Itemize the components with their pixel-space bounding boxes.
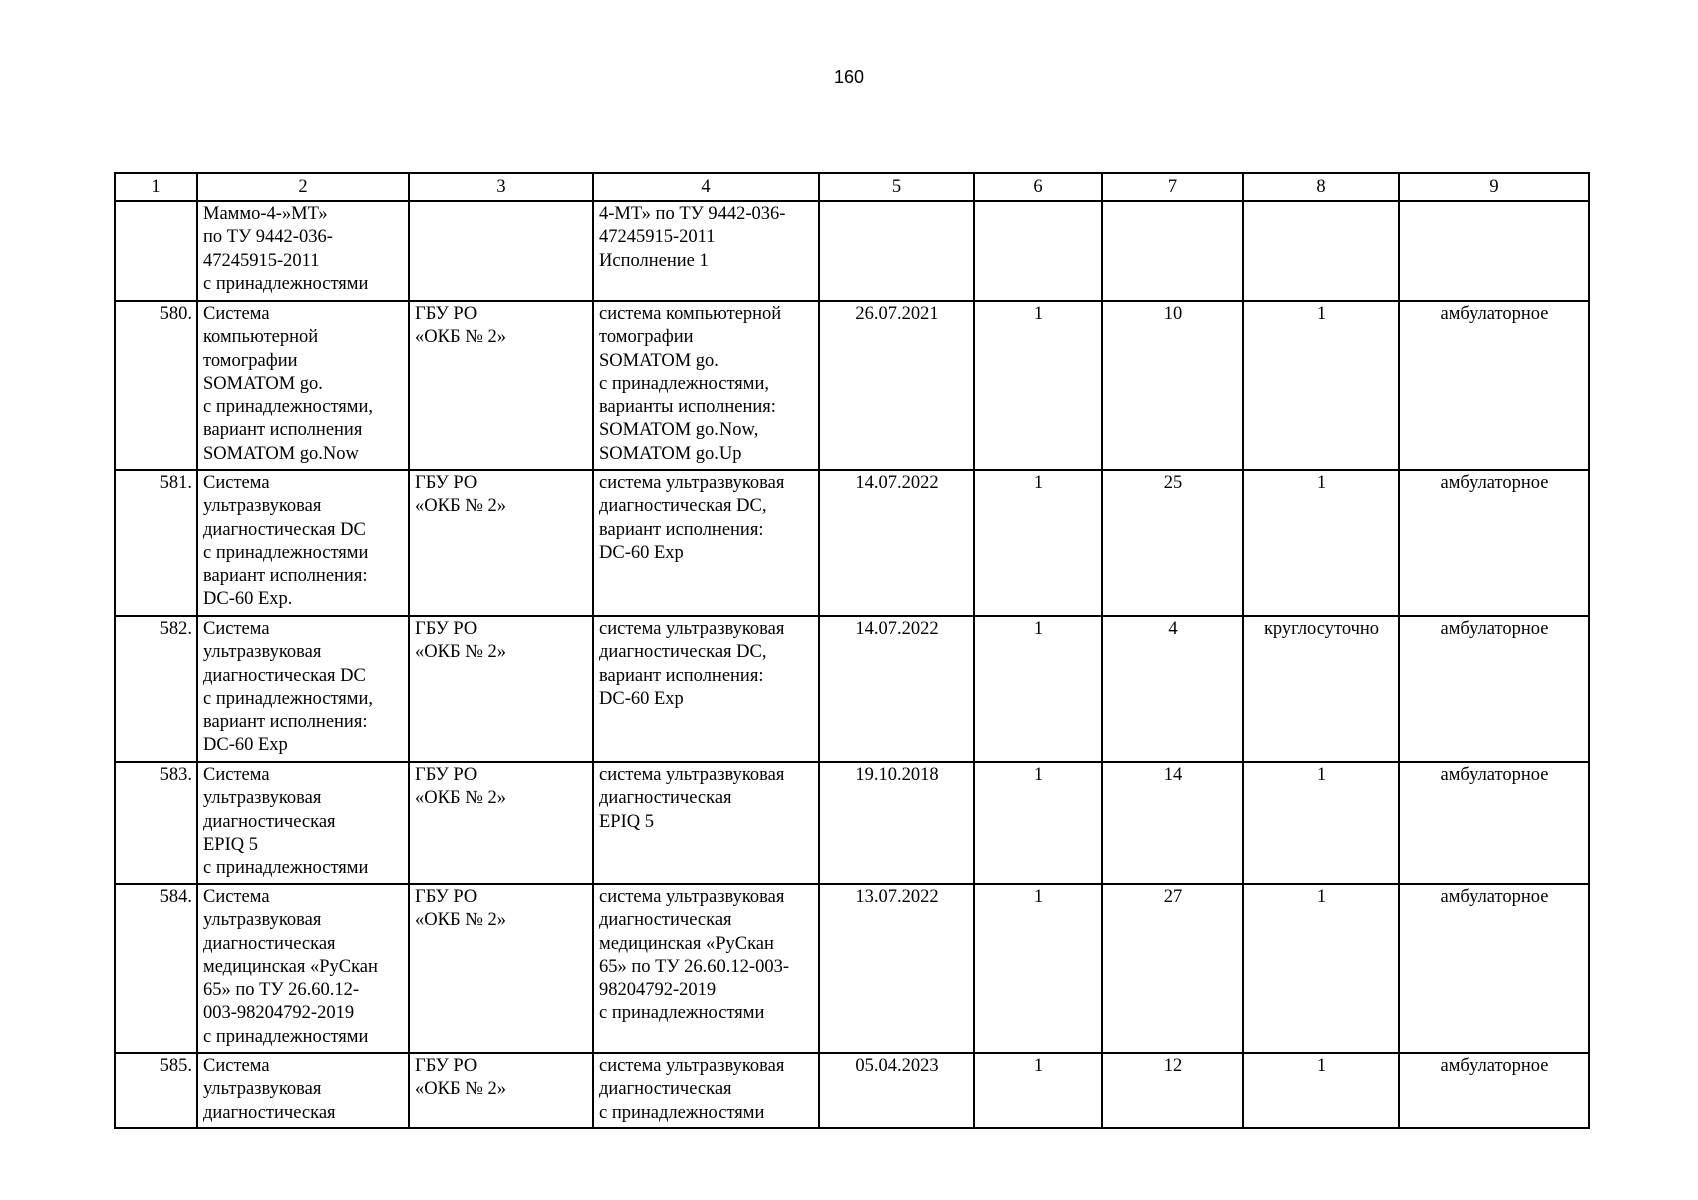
organization: ГБУ РО «ОКБ № 2» [409,762,593,884]
col-header: 8 [1243,173,1399,201]
col6-value: 1 [974,1053,1102,1128]
table-row [115,1053,1589,1128]
date: 14.07.2022 [819,470,974,616]
registry-name: система компьютерной томографии SOMATOM go. с принадлежностями, варианты исполнения: SOMATOM go.Now, SOMATOM go.Up [593,301,819,470]
col7-value: 25 [1102,470,1243,616]
organization: ГБУ РО «ОКБ № 2» [409,616,593,762]
service-mode: амбулаторное [1399,470,1589,616]
col-header: 4 [593,173,819,201]
device-name: Система ультразвуковая диагностическая DC с принадлежностями, вариант исполнения: DC-60 Exp [197,616,409,762]
service-mode: амбулаторное [1399,616,1589,762]
service-mode: амбулаторное [1399,762,1589,884]
organization: ГБУ РО «ОКБ № 2» [409,470,593,616]
col6-value: 1 [974,762,1102,884]
device-name: Система ультразвуковая диагностическая EPIQ 5 с принадлежностями [197,762,409,884]
header-row [115,173,1589,201]
col-header: 6 [974,173,1102,201]
registry-name: система ультразвуковая диагностическая DC, вариант исполнения: DC-60 Exp [593,470,819,616]
col7-value: 10 [1102,301,1243,470]
organization: ГБУ РО «ОКБ № 2» [409,1053,593,1128]
col6-value: 1 [974,616,1102,762]
col7-value: 27 [1102,884,1243,1053]
organization: ГБУ РО «ОКБ № 2» [409,884,593,1053]
col-header: 9 [1399,173,1589,201]
table-row [115,762,1589,884]
service-mode: амбулаторное [1399,301,1589,470]
row-number: 581. [115,470,197,616]
device-name: Система ультразвуковая диагностическая медицинская «РуСкан 65» по ТУ 26.60.12- 003-98204792-2019 с принадлежностями [197,884,409,1053]
row-number: 585. [115,1053,197,1128]
col-header: 3 [409,173,593,201]
registry-name: система ультразвуковая диагностическая EPIQ 5 [593,762,819,884]
table-row [115,470,1589,616]
col-header: 2 [197,173,409,201]
col6-value: 1 [974,470,1102,616]
service-mode [1399,201,1589,301]
date: 13.07.2022 [819,884,974,1053]
organization [409,201,593,301]
registry-name: система ультразвуковая диагностическая медицинская «РуСкан 65» по ТУ 26.60.12-003- 98204792-2019 с принадлежностями [593,884,819,1053]
col6-value: 1 [974,884,1102,1053]
col8-value: 1 [1243,1053,1399,1128]
row-number: 584. [115,884,197,1053]
registry-name: система ультразвуковая диагностическая DC, вариант исполнения: DC-60 Exp [593,616,819,762]
registry-name: система ультразвуковая диагностическая с принадлежностями [593,1053,819,1128]
col7-value: 12 [1102,1053,1243,1128]
row-number: 582. [115,616,197,762]
col7-value [1102,201,1243,301]
device-name: Система компьютерной томографии SOMATOM go. с принадлежностями, вариант исполнения SOMATOM go.Now [197,301,409,470]
col7-value: 14 [1102,762,1243,884]
registry-name: 4-МТ» по ТУ 9442-036- 47245915-2011 Исполнение 1 [593,201,819,301]
col8-value: 1 [1243,301,1399,470]
col8-value: 1 [1243,470,1399,616]
col-header: 7 [1102,173,1243,201]
col-header: 1 [115,173,197,201]
date: 05.04.2023 [819,1053,974,1128]
table-row [115,616,1589,762]
col-header: 5 [819,173,974,201]
row-number: 580. [115,301,197,470]
device-name: Маммо-4-»МТ» по ТУ 9442-036- 47245915-2011 с принадлежностями [197,201,409,301]
date [819,201,974,301]
row-number [115,201,197,301]
organization: ГБУ РО «ОКБ № 2» [409,301,593,470]
device-name: Система ультразвуковая диагностическая DC с принадлежностями вариант исполнения: DC-60 Exp. [197,470,409,616]
col8-value: 1 [1243,762,1399,884]
col8-value [1243,201,1399,301]
col8-value: круглосуточно [1243,616,1399,762]
col8-value: 1 [1243,884,1399,1053]
date: 19.10.2018 [819,762,974,884]
col6-value: 1 [974,301,1102,470]
date: 26.07.2021 [819,301,974,470]
col7-value: 4 [1102,616,1243,762]
table-row [115,201,1589,301]
equipment-table [114,172,1590,1129]
service-mode: амбулаторное [1399,884,1589,1053]
service-mode: амбулаторное [1399,1053,1589,1128]
device-name: Система ультразвуковая диагностическая [197,1053,409,1128]
row-number: 583. [115,762,197,884]
table-row [115,301,1589,470]
date: 14.07.2022 [819,616,974,762]
col6-value [974,201,1102,301]
page-number: 160 [833,67,865,87]
table-row [115,884,1589,1053]
